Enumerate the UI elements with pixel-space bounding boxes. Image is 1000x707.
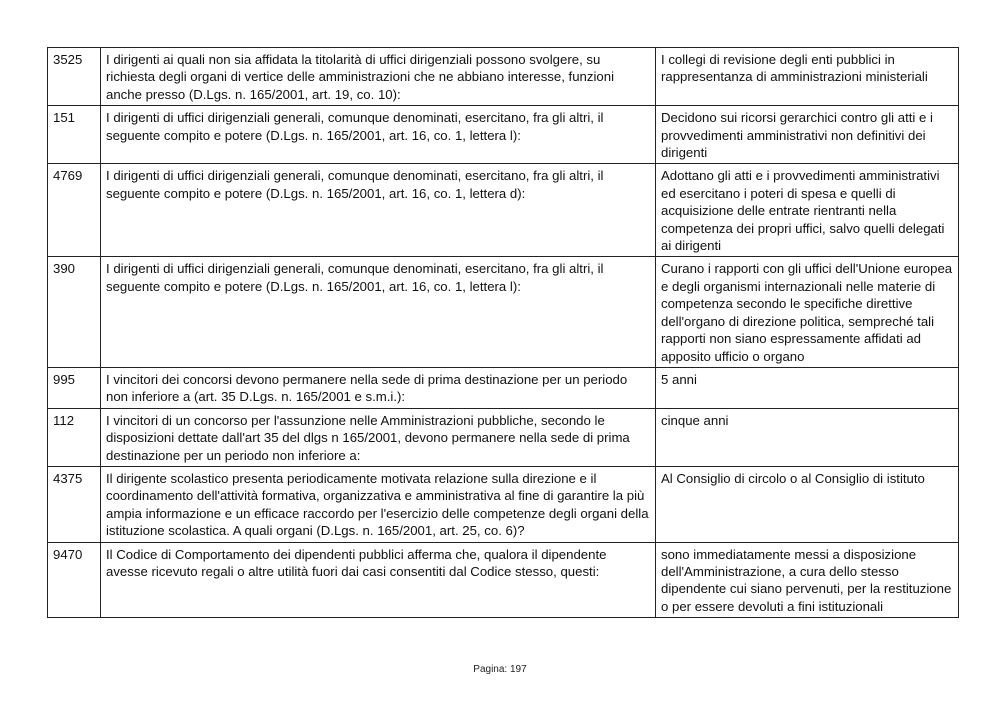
question-id: 3525: [48, 48, 101, 106]
question-text: I dirigenti di uffici dirigenziali generali, comunque denominati, esercitano, fra gli altri, il seguente compito e potere (D.Lgs. n. 165/2001, art. 16, co. 1, lettera l):: [101, 257, 656, 367]
question-id: 4375: [48, 466, 101, 542]
question-id: 151: [48, 106, 101, 164]
quiz-table: [47, 47, 959, 618]
table-row: [48, 542, 959, 618]
question-id: 995: [48, 367, 101, 408]
table-row: [48, 164, 959, 257]
table-row: [48, 257, 959, 367]
question-text: I dirigenti di uffici dirigenziali generali, comunque denominati, esercitano, fra gli altri, il seguente compito e potere (D.Lgs. n. 165/2001, art. 16, co. 1, lettera d):: [101, 164, 656, 257]
table-row: [48, 106, 959, 164]
question-text: I dirigenti di uffici dirigenziali generali, comunque denominati, esercitano, fra gli altri, il seguente compito e potere (D.Lgs. n. 165/2001, art. 16, co. 1, lettera l):: [101, 106, 656, 164]
answer-text: Decidono sui ricorsi gerarchici contro gli atti e i provvedimenti amministrativi non definitivi dei dirigenti: [656, 106, 959, 164]
answer-text: Curano i rapporti con gli uffici dell'Unione europea e degli organismi internazionali nelle materie di competenza secondo le specifiche direttive dell'organo di direzione politica, sempreché tali rapporti non siano espressamente affidati ad apposito ufficio o organo: [656, 257, 959, 367]
answer-text: cinque anni: [656, 408, 959, 466]
question-id: 112: [48, 408, 101, 466]
table-row: [48, 466, 959, 542]
page-number: Pagina: 197: [473, 664, 527, 675]
question-id: 390: [48, 257, 101, 367]
question-id: 4769: [48, 164, 101, 257]
table-row: [48, 48, 959, 106]
question-text: I vincitori dei concorsi devono permanere nella sede di prima destinazione per un periodo non inferiore a (art. 35 D.Lgs. n. 165/2001 e s.m.i.):: [101, 367, 656, 408]
question-text: I vincitori di un concorso per l'assunzione nelle Amministrazioni pubbliche, secondo le disposizioni dettate dall'art 35 del dlgs n 165/2001, devono permanere nella sede di prima destinazione per un periodo non inferiore a:: [101, 408, 656, 466]
question-text: Il Codice di Comportamento dei dipendenti pubblici afferma che, qualora il dipendente avesse ricevuto regali o altre utilità fuori dai casi consentiti dal Codice stesso, questi:: [101, 542, 656, 618]
question-text: Il dirigente scolastico presenta periodicamente motivata relazione sulla direzione e il coordinamento dell'attività formativa, organizzativa e amministrativa al fine di garantire la più ampia informazione e un efficace raccordo per l'esercizio delle competenze degli organi della istituzione scolastica. A quali organi (D.Lgs. n. 165/2001, art. 25, co. 6)?: [101, 466, 656, 542]
answer-text: sono immediatamente messi a disposizione dell'Amministrazione, a cura dello stesso dipendente cui siano pervenuti, per la restituzione o per essere devoluti a fini istituzionali: [656, 542, 959, 618]
question-id: 9470: [48, 542, 101, 618]
question-text: I dirigenti ai quali non sia affidata la titolarità di uffici dirigenziali possono svolgere, su richiesta degli organi di vertice delle amministrazioni che ne abbiano interesse, funzioni anche presso (D.Lgs. n. 165/2001, art. 19, co. 10):: [101, 48, 656, 106]
table-row: [48, 408, 959, 466]
answer-text: I collegi di revisione degli enti pubblici in rappresentanza di amministrazioni ministeriali: [656, 48, 959, 106]
answer-text: 5 anni: [656, 367, 959, 408]
answer-text: Al Consiglio di circolo o al Consiglio di istituto: [656, 466, 959, 542]
answer-text: Adottano gli atti e i provvedimenti amministrativi ed esercitano i poteri di spesa e quelli di acquisizione delle entrate rientranti nella competenza dei propri uffici, salvo quelli delegati ai dirigenti: [656, 164, 959, 257]
table-row: [48, 367, 959, 408]
